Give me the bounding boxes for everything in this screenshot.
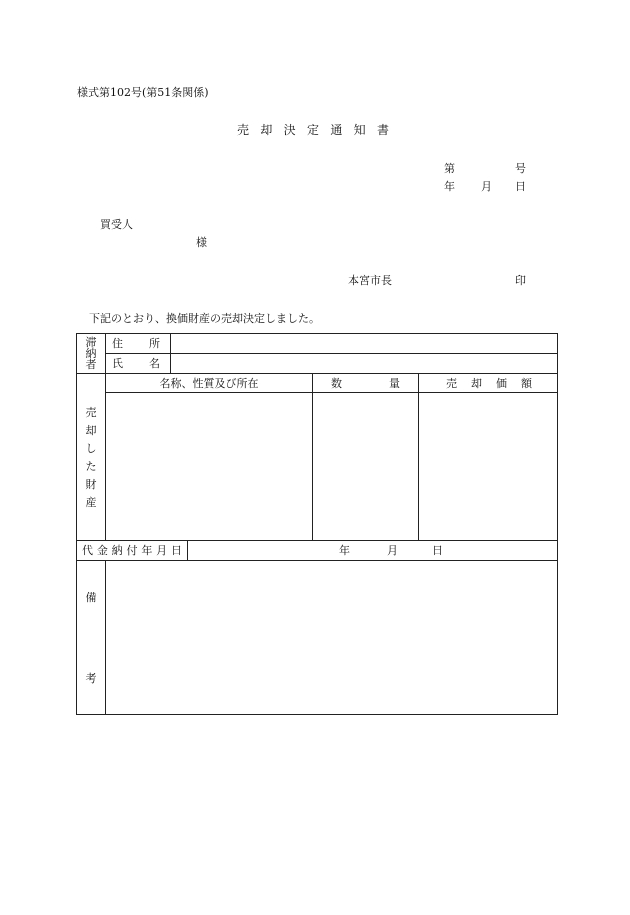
property-sale-table: [76, 333, 558, 715]
doc-number-suffix: 号: [515, 162, 526, 175]
text-char: 住: [112, 337, 123, 350]
text-char: 却: [85, 423, 97, 437]
text-char: 付: [126, 544, 138, 557]
remarks-label: [77, 592, 105, 684]
text-char: 数: [331, 376, 342, 390]
sold-property-label-cell: [77, 374, 106, 541]
text-char: 決: [283, 123, 296, 137]
issuer-name: 本宮市長: [348, 274, 392, 287]
col-price-header-cell: [419, 374, 558, 393]
text-char: 却: [471, 376, 482, 390]
name-label-cell: [106, 354, 171, 374]
col-price-header: [419, 378, 557, 389]
address-label: [106, 338, 170, 349]
remarks-label-cell: [77, 561, 106, 715]
address-value-cell: [171, 334, 558, 354]
text-char: 納: [85, 347, 97, 360]
text-char: 氏: [112, 357, 123, 370]
remarks-label-bottom: 考: [85, 671, 97, 685]
text-char: 代: [82, 544, 93, 557]
text-char: 名: [149, 357, 160, 370]
text-char: 産: [85, 495, 97, 509]
quantity-value-cell: [313, 393, 419, 541]
date-year-label: 年: [444, 180, 455, 193]
delinquent-label-cell: [77, 334, 106, 374]
text-char: 売: [237, 123, 250, 137]
col-quantity-header: [313, 378, 418, 389]
form-number: 様式第102号(第51条関係): [77, 86, 209, 99]
delinquent-label: [77, 337, 105, 370]
text-char: 価: [496, 376, 507, 390]
text-char: 売: [85, 405, 97, 419]
text-char: 年: [141, 544, 153, 557]
text-char: 滞: [85, 336, 97, 349]
payment-month-label: 月: [387, 544, 398, 557]
text-char: 通: [330, 123, 343, 137]
date-month-label: 月: [481, 180, 492, 193]
text-char: た: [85, 459, 97, 473]
col-quantity-header-cell: [313, 374, 419, 393]
date-day-label: 日: [515, 180, 526, 193]
payment-day-label: 日: [432, 544, 443, 557]
issuer-seal: 印: [515, 274, 526, 287]
text-char: 却: [260, 123, 273, 137]
payment-date-label: [77, 545, 187, 556]
body-text: 下記のとおり、換価財産の売却決定しました。: [89, 312, 320, 325]
text-char: 日: [170, 544, 182, 557]
text-char: 定: [306, 123, 319, 137]
remarks-label-top: 備: [85, 590, 97, 604]
text-char: 金: [96, 544, 108, 557]
text-char: 者: [85, 358, 97, 371]
recipient-label: 買受人: [100, 218, 133, 231]
recipient-honorific: 様: [196, 236, 207, 249]
text-char: 量: [389, 376, 400, 390]
name-value-cell: [171, 354, 558, 374]
doc-number-prefix: 第: [444, 162, 455, 175]
text-char: し: [85, 441, 97, 455]
text-char: 書: [376, 123, 389, 137]
text-char: 額: [521, 376, 532, 390]
document-title: [237, 124, 389, 136]
description-value-cell: [106, 393, 313, 541]
col-description-header: 名称、性質及び所在: [106, 374, 313, 393]
text-char: 納: [111, 544, 123, 557]
name-label: [106, 358, 170, 369]
text-char: 月: [156, 544, 168, 557]
text-char: 知: [353, 123, 366, 137]
sold-property-label: [77, 407, 105, 508]
address-label-cell: [106, 334, 171, 354]
text-char: 所: [149, 337, 160, 350]
text-char: 財: [85, 477, 97, 491]
remarks-value-cell: [106, 561, 558, 715]
payment-date-value-cell: [188, 541, 558, 561]
price-value-cell: [419, 393, 558, 541]
text-char: 売: [446, 376, 457, 390]
payment-year-label: 年: [339, 544, 350, 557]
payment-date-label-cell: [77, 541, 188, 561]
